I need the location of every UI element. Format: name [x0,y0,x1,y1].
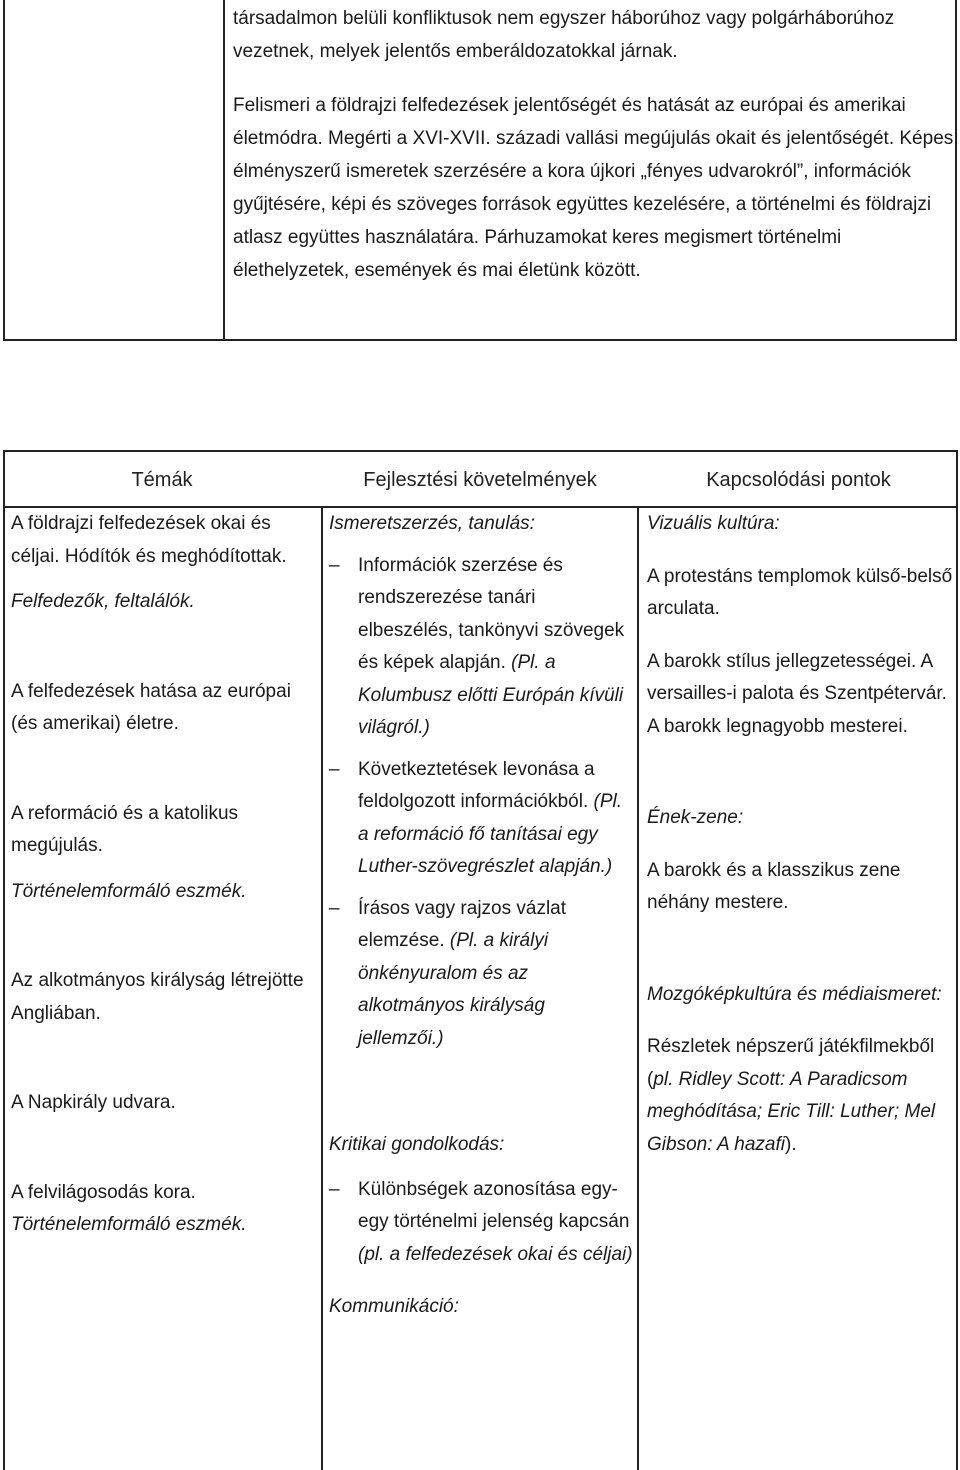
section-heading: Vizuális kultúra: [647,513,780,534]
section-heading: Kommunikáció: [329,1296,459,1317]
requirement-list [329,550,635,1056]
temak-column [11,508,317,1242]
top-table-row [3,0,957,341]
topic-item: A felvilágosodás kora. [11,1181,196,1203]
table-left-border [3,450,5,1470]
column-divider-2 [637,506,639,1470]
fejlesztes-column [329,508,635,1324]
section-heading: Kritikai gondolkodás: [329,1134,505,1155]
topic-item: A felfedezések hatása az európai (és amerikai) életre. [11,680,291,734]
header-kapcsolodasi-pontok: Kapcsolódási pontok [706,469,891,491]
curriculum-table [3,450,958,1470]
top-paragraph-1: társadalmon belüli konfliktusok nem egyszer háborúhoz vagy polgárháborúhoz vezetnek, melyek jelentős emberáldozatokkal járnak. [233,8,895,62]
header-temak: Témák [131,469,193,491]
topic-item: Történelemformáló eszmék. [11,1214,247,1235]
connection-text: A protestáns templomok külső-belső arculata. [647,565,953,619]
table-right-border [956,450,958,1470]
topic-item: Felfedezők, feltalálók. [11,591,195,612]
section-heading: Mozgóképkultúra és médiaismeret: [647,983,942,1005]
column-divider [223,0,225,339]
topic-item: Az alkotmányos királyság létrejötte Angliában. [11,970,304,1024]
kapcsolodas-column [647,508,953,1161]
list-item: – Írásos vagy rajzos vázlat elemzése. (Pl. a királyi önkényuralom és az alkotmányos királyság jellemzői.) [329,893,635,1056]
topic-item: Történelemformáló eszmék. [11,880,247,902]
top-paragraph-2: Felismeri a földrajzi felfedezések jelentőségét és hatását az európai és amerikai életmódra. Megérti a XVI-XVII. századi vallási megújulás okait és jelentőségét. Képes élményszerű ismeretek szerzésére a kora újkori „fényes udvarokról”, információk gyűjtésére, képi és szöveges források együttes kezelésére, a történelmi és földrajzi atlasz együttes használatára. Párhuzamokat keres megismert történelmi élethelyzetek, események és mai életünk között. [233,95,954,281]
topic-item: A földrajzi felfedezések okai és céljai. Hódítók és meghódítottak. [11,513,287,567]
requirement-list [329,1174,635,1272]
connection-text: Részletek népszerű játékfilmekből (pl. Ridley Scott: A Paradicsom meghódítása; Eric Till: Luther; Mel Gibson: A hazafi). [647,1036,936,1155]
list-item: – Különbségek azonosítása egy-egy történelmi jelenség kapcsán (pl. a felfedezések okai és céljai) [329,1174,635,1272]
header-fejlesztesi-kovetelmenyek: Fejlesztési követelmények [363,469,597,491]
topic-item: A reformáció és a katolikus megújulás. [11,802,239,856]
column-divider-1 [321,506,323,1470]
top-row-text [233,2,958,287]
connection-text: A barokk stílus jellegzetességei. A versailles-i palota és Szentpétervár. A barokk legnagyobb mesterei. [647,650,947,737]
list-item: – Következtetések levonása a feldolgozott információkból. (Pl. a reformáció fő tanításai egy Luther-szövegrészlet alapján.) [329,754,635,884]
list-item: – Információk szerzése és rendszerezése tanári elbeszélés, tankönyvi szövegek és képek alapján. (Pl. a Kolumbusz előtti Európán kívüli világról.) [329,550,635,745]
topic-item: A Napkirály udvara. [11,1092,176,1113]
section-heading: Ismeretszerzés, tanulás: [329,513,535,534]
section-heading: Ének-zene: [647,807,744,828]
table-top-border [3,450,958,452]
connection-text: A barokk és a klasszikus zene néhány mestere. [647,859,901,913]
